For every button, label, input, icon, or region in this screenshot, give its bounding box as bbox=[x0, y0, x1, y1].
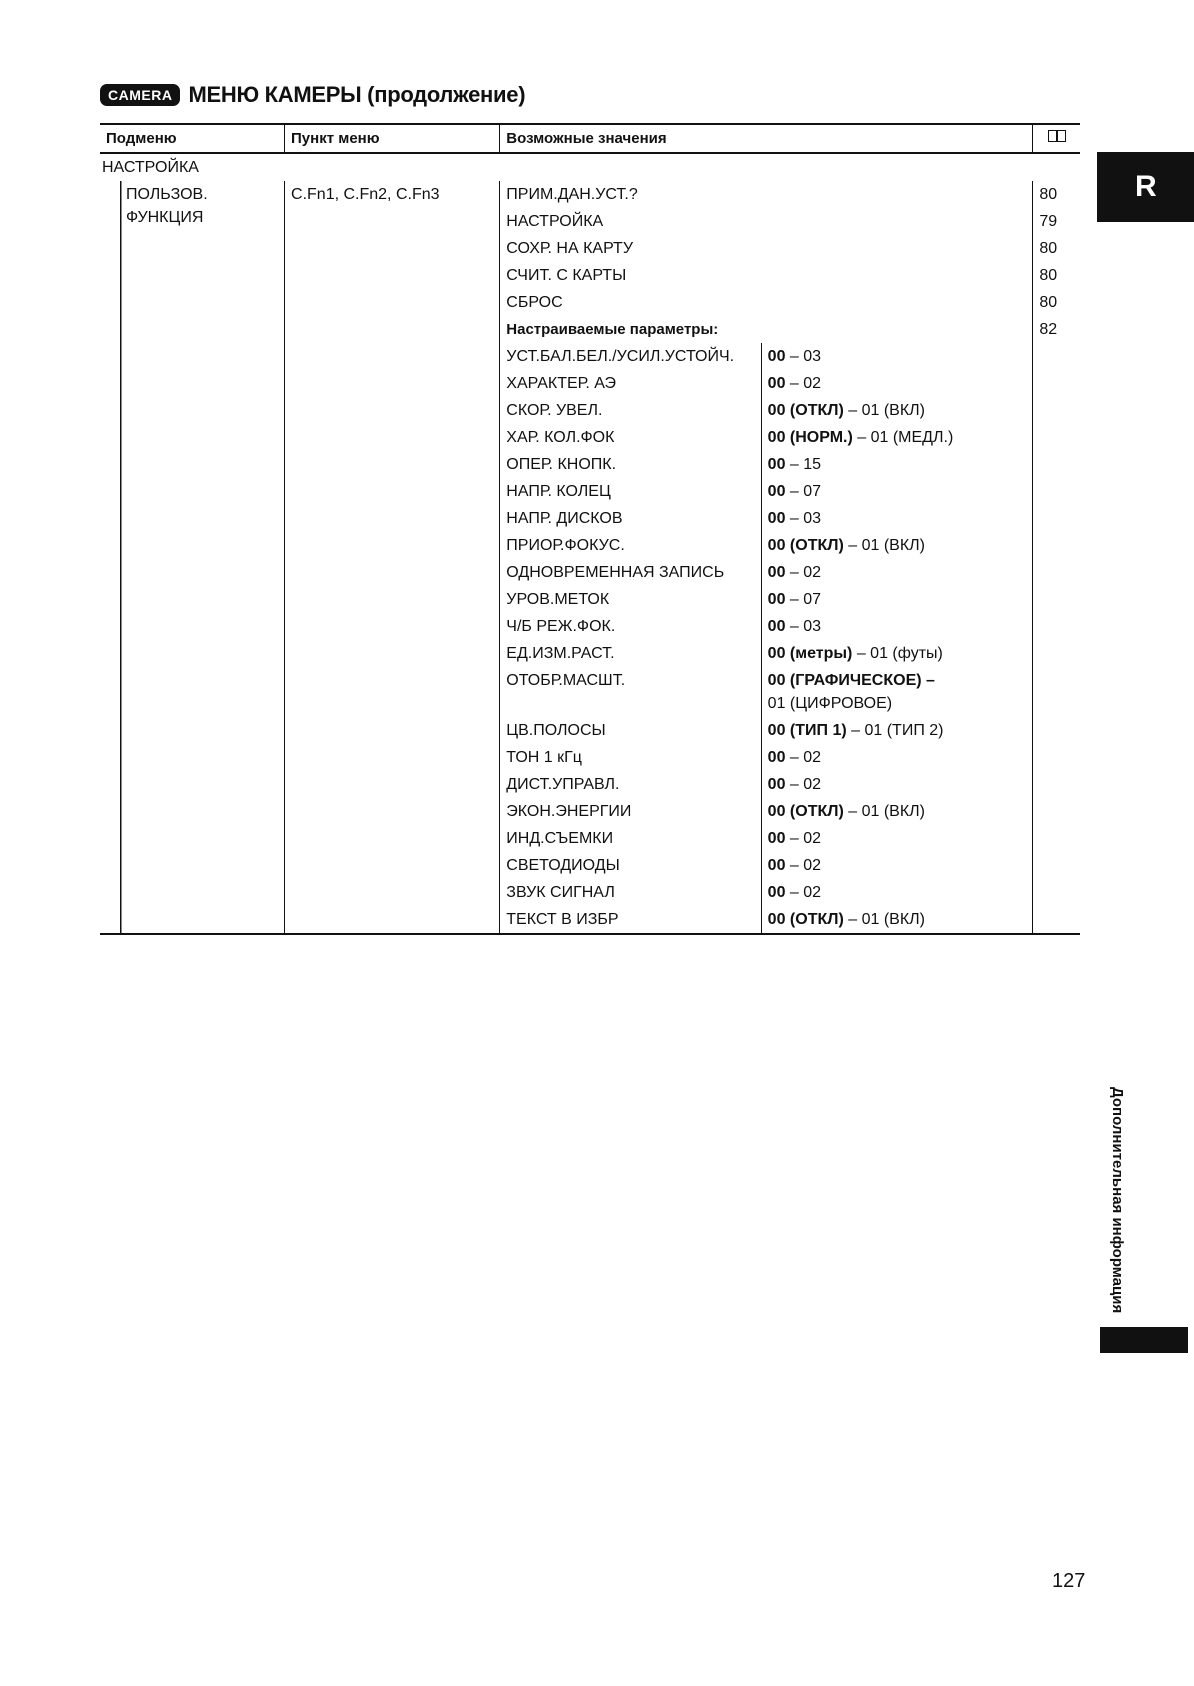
menu-item-cell: C.Fn1, C.Fn2, C.Fn3 bbox=[285, 181, 500, 934]
param-name: ЕД.ИЗМ.РАСТ. bbox=[506, 645, 615, 662]
param-name: ПРИОР.ФОКУС. bbox=[506, 537, 625, 554]
param-value-range: – 07 bbox=[785, 483, 822, 500]
param-value bbox=[761, 559, 1033, 586]
param-value-default: 00 bbox=[767, 348, 786, 365]
chapter-tab-letter: R bbox=[1135, 170, 1157, 203]
param-name: ЭКОН.ЭНЕРГИИ bbox=[506, 803, 632, 820]
param-value-default: 00 bbox=[767, 749, 786, 766]
param-value-default: 00 bbox=[767, 456, 786, 473]
param-value-default: 00 bbox=[767, 618, 786, 635]
table-body bbox=[100, 153, 1080, 934]
param-value-default: 00 (ОТКЛ) bbox=[767, 803, 844, 820]
param-value-default: 00 (ГРАФИЧЕСКОЕ) – bbox=[767, 672, 935, 689]
param-value bbox=[761, 825, 1033, 852]
param-name: ОДНОВРЕМЕННАЯ ЗАПИСЬ bbox=[506, 564, 725, 581]
param-value-range: – 02 bbox=[785, 749, 822, 766]
param-value-default: 00 bbox=[767, 591, 786, 608]
page-ref: 80 bbox=[1033, 262, 1080, 289]
book-icon bbox=[1047, 129, 1067, 143]
param-value bbox=[761, 879, 1033, 906]
param-value-range: – 15 bbox=[785, 456, 822, 473]
param-value-default: 00 bbox=[767, 884, 786, 901]
param-value bbox=[761, 640, 1033, 667]
header-menu-item: Пункт меню bbox=[285, 124, 500, 153]
table-header-row bbox=[100, 124, 1080, 153]
menu-table bbox=[100, 123, 1080, 935]
param-value bbox=[761, 744, 1033, 771]
param-value-default: 00 bbox=[767, 857, 786, 874]
param-value-default: 00 (ОТКЛ) bbox=[767, 537, 844, 554]
param-value-range: – 02 bbox=[785, 830, 822, 847]
chapter-side-bar bbox=[1100, 1327, 1188, 1353]
param-name: ИНД.СЪЕМКИ bbox=[506, 830, 614, 847]
param-value-range: – 02 bbox=[785, 857, 822, 874]
param-value bbox=[761, 451, 1033, 478]
param-value-default: 00 bbox=[767, 776, 786, 793]
param-value-range: – 01 (ВКЛ) bbox=[843, 911, 925, 928]
value-label: ПРИМ.ДАН.УСТ.? bbox=[506, 186, 638, 203]
param-name: НАПР. ДИСКОВ bbox=[506, 510, 623, 527]
param-value-default: 00 (НОРМ.) bbox=[767, 429, 853, 446]
param-name: УРОВ.МЕТОК bbox=[506, 591, 610, 608]
param-value-range: – 01 (ТИП 2) bbox=[846, 722, 944, 739]
param-value bbox=[761, 505, 1033, 532]
param-name: СКОР. УВЕЛ. bbox=[506, 402, 603, 419]
value-label: НАСТРОЙКА bbox=[506, 213, 604, 230]
param-name: НАПР. КОЛЕЦ bbox=[506, 483, 611, 500]
header-values: Возможные значения bbox=[500, 124, 1033, 153]
param-value-default: 00 (ОТКЛ) bbox=[767, 911, 844, 928]
param-value-range: – 01 (футы) bbox=[852, 645, 943, 662]
section-heading bbox=[100, 80, 525, 110]
page-ref: 82 bbox=[1033, 316, 1080, 934]
param-value bbox=[761, 613, 1033, 640]
submenu-cell bbox=[100, 181, 285, 934]
group-row bbox=[100, 153, 1080, 181]
group-label: НАСТРОЙКА bbox=[102, 159, 199, 176]
param-value-range: – 07 bbox=[785, 591, 822, 608]
param-value-default: 00 (ОТКЛ) bbox=[767, 402, 844, 419]
value-label: СЧИТ. С КАРТЫ bbox=[506, 267, 627, 284]
param-name: ОПЕР. КНОПК. bbox=[506, 456, 617, 473]
param-name: ТЕКСТ В ИЗБР bbox=[500, 906, 761, 934]
param-value-range: – 03 bbox=[785, 510, 822, 527]
param-name: ХАРАКТЕР. АЭ bbox=[506, 375, 617, 392]
param-name: ОТОБР.МАСШТ. bbox=[506, 672, 626, 689]
param-value bbox=[761, 532, 1033, 559]
param-value-default: 00 bbox=[767, 564, 786, 581]
submenu-label-line2: ФУНКЦИЯ bbox=[126, 209, 204, 226]
value-label: СОХР. НА КАРТУ bbox=[506, 240, 633, 257]
chapter-vertical-label: Дополнительная информация bbox=[1109, 1086, 1126, 1314]
param-value-range: – 02 bbox=[785, 884, 822, 901]
param-value-range: – 01 (МЕДЛ.) bbox=[852, 429, 954, 446]
param-value-range: – 02 bbox=[785, 564, 822, 581]
param-value bbox=[761, 798, 1033, 825]
param-value-range: – 01 (ВКЛ) bbox=[843, 537, 925, 554]
param-name: УСТ.БАЛ.БЕЛ./УСИЛ.УСТОЙЧ. bbox=[506, 348, 735, 365]
param-value bbox=[761, 397, 1033, 424]
page-ref: 80 bbox=[1033, 289, 1080, 316]
param-value bbox=[761, 717, 1033, 744]
param-value bbox=[761, 586, 1033, 613]
param-value bbox=[761, 906, 1033, 934]
param-value-default: 00 bbox=[767, 483, 786, 500]
param-value-default: 00 bbox=[767, 375, 786, 392]
param-name: ЦВ.ПОЛОСЫ bbox=[506, 722, 606, 739]
page-title: МЕНЮ КАМЕРЫ (продолжение) bbox=[188, 82, 526, 107]
page-ref: 80 bbox=[1033, 181, 1080, 208]
param-value-default: 00 bbox=[767, 830, 786, 847]
param-name: ЗВУК СИГНАЛ bbox=[506, 884, 615, 901]
param-value bbox=[761, 424, 1033, 451]
param-value-range: – 03 bbox=[785, 618, 822, 635]
chapter-tab bbox=[1097, 152, 1194, 222]
page-number: 127 bbox=[1052, 1570, 1086, 1592]
param-value-range: – 03 bbox=[785, 348, 822, 365]
param-value-default: 00 (метры) bbox=[767, 645, 853, 662]
param-value-range: – 02 bbox=[785, 375, 822, 392]
param-value bbox=[761, 771, 1033, 798]
param-value-default: 00 bbox=[767, 510, 786, 527]
param-value bbox=[761, 478, 1033, 505]
page-ref: 79 bbox=[1033, 208, 1080, 235]
submenu-label-line1: ПОЛЬЗОВ. bbox=[126, 186, 208, 203]
param-value-range: – 01 (ВКЛ) bbox=[843, 402, 925, 419]
param-value-default: 00 (ТИП 1) bbox=[767, 722, 847, 739]
param-name: ТОН 1 кГц bbox=[506, 749, 582, 766]
table-row bbox=[100, 181, 1080, 208]
param-name: Ч/Б РЕЖ.ФОК. bbox=[506, 618, 616, 635]
param-value-range: 01 (ЦИФРОВОЕ) bbox=[767, 695, 893, 712]
value-label: СБРОС bbox=[506, 294, 563, 311]
param-value-range: – 01 (ВКЛ) bbox=[843, 803, 925, 820]
param-value-range: – 02 bbox=[785, 776, 822, 793]
param-name: ХАР. КОЛ.ФОК bbox=[506, 429, 615, 446]
page-ref: 80 bbox=[1033, 235, 1080, 262]
custom-params-label: Настраиваемые параметры: bbox=[506, 321, 719, 338]
param-value bbox=[761, 343, 1033, 370]
param-name: ДИСТ.УПРАВЛ. bbox=[506, 776, 620, 793]
header-submenu: Подменю bbox=[100, 124, 285, 153]
param-value bbox=[761, 370, 1033, 397]
param-value bbox=[761, 667, 1033, 717]
param-value bbox=[761, 852, 1033, 879]
header-reference bbox=[1033, 124, 1080, 153]
camera-mode-badge: CAMERA bbox=[100, 84, 180, 106]
param-name: СВЕТОДИОДЫ bbox=[506, 857, 620, 874]
